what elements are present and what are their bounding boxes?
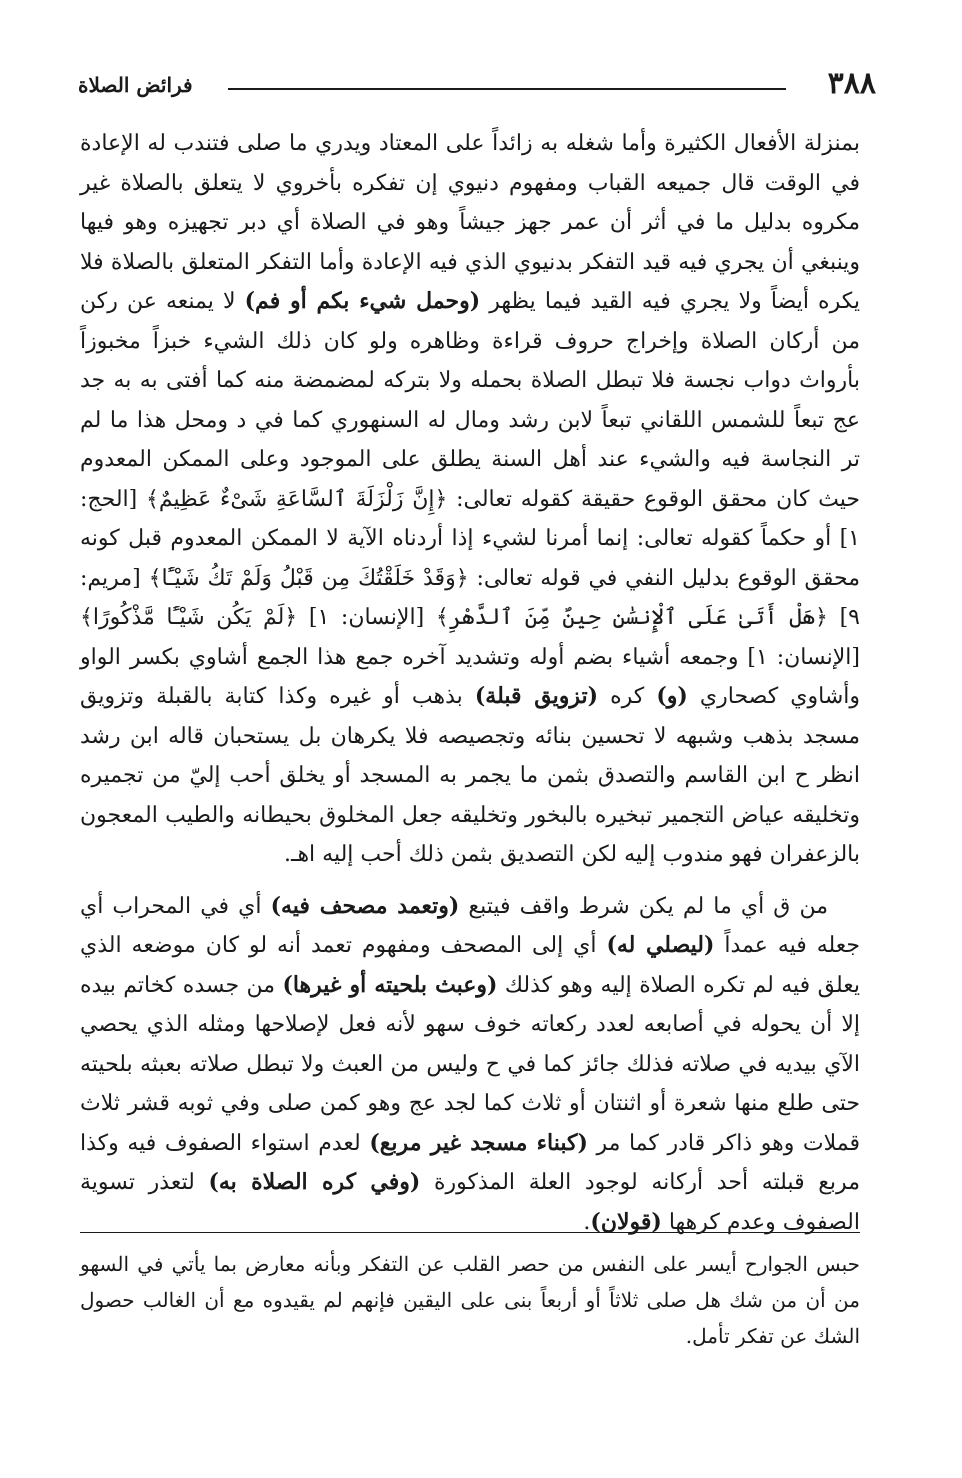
matn-phrase: (قولان): [590, 1208, 662, 1235]
verse-reference: [مريم: ٩]: [80, 565, 860, 630]
matn-phrase: (و): [656, 683, 688, 709]
chapter-title: فرائض الصلاة: [78, 73, 193, 97]
header-rule: [228, 88, 786, 90]
matn-phrase: (كبناء مسجد غير مربع): [369, 1129, 588, 1156]
text-span: لتعذر تسوية الصفوف وعدم كرهها: [80, 1170, 860, 1235]
text-span: .: [583, 1209, 591, 1235]
text-span: أي إلى المصحف ومفهوم تعمد أنه لو كان موضعه الذي يعلق فيه لم تكره الصلاة إليه وهو كذلك: [80, 933, 860, 998]
footnote: حبس الجوارح أيسر على النفس من حصر القلب عن التفكر وبأنه معارض بما يأتي في السهو من أن من شك هل صلى ثلاثاً أو أربعاً بنى على اليقين فإنهم لم يقيدوه مع أن الغالب حصول الشك عن تفكر تأمل.: [80, 1252, 860, 1348]
page-header: [78, 66, 878, 106]
text-span: كره: [610, 684, 645, 709]
paragraph-2: [80, 887, 860, 1243]
text-span: من ق أي ما لم يكن شرط واقف فيتبع: [468, 893, 828, 919]
matn-phrase: (ليصلي له): [606, 932, 715, 958]
verse-reference: [الإنسان: ١]: [308, 605, 425, 630]
footnote-separator: [80, 1232, 860, 1233]
matn-phrase: (وعبث بلحيته أو غيرها): [282, 971, 498, 998]
quran-verse: ﴿وَقَدْ خَلَقْتُكَ مِن قَبْلُ وَلَمْ تَكُ شَيْـًٔا﴾: [148, 565, 469, 591]
matn-phrase: (وحمل شيء بكم أو فم): [244, 288, 481, 314]
text-span: بذهب أو غيره وكذا كتابة بالقبلة وتزويق مسجد بذهب وشبهه لا تحسين بنائه وتجصيصه فلا يكرهان بل يستحبان قاله ابن رشد انظر ح ابن القاسم والتصدق بثمن ما يجمر به المسجد أو يخلق أحب إليّ من تجميره وتخليقه عياض التجمير تبخيره بالبخور وتخليقه جعل المخلوق بحيطانه والطيب المعجون بالزعفران فهو مندوب إليه لكن التصديق بثمن ذلك أحب إليه اهـ.: [80, 684, 860, 867]
matn-phrase: (وفي كره الصلاة به): [208, 1169, 421, 1195]
text-span: من جسده كخاتم بيده إلا أن يحوله في أصابعه لعدد ركعاته خوف سهو لأنه فعل لإصلاحها ومثله الذي يحصي الآي بيديه في صلاته فذلك جائز كما في ح وليس من العبث ولا تبطل صلاته بعبثه بلحيته حتى طلع منها شعرة أو اثنتان أو ثلاث كما لجد عج وهو كمن صلى وفي ثوبه قشر ثلاث قملات وهو ذاكر قادر كما مر: [80, 972, 861, 1156]
text-span: أي في المحراب أي جعله فيه عمداً: [80, 893, 861, 958]
main-text: [80, 124, 860, 1242]
quran-verse: ﴿لَمْ يَكُن شَيْـًٔا مَّذْكُورًا﴾: [80, 605, 298, 630]
matn-phrase: (وتعمد مصحف فيه): [270, 892, 460, 919]
text-span: [الحج: ١] أو حكماً كقوله تعالى: إنما أمرنا لشيء إذا أردناه الآية لا الممكن المعدوم قبل كونه محقق الوقوع بدليل النفي في قوله تعالى:: [80, 486, 861, 591]
page-number: ٣٨٨: [827, 66, 876, 101]
text-span: لعدم استواء الصفوف فيه وكذا مربع قبلته أحد أركانه لوجود العلة المذكورة: [80, 1130, 860, 1195]
text-span: [الإنسان: ١] وجمعه أشياء بضم أوله وتشديد آخره جمع هذا الجمع أشاوي بكسر الواو وأشاوي كصحاري: [80, 644, 861, 709]
paragraph-1: [80, 124, 860, 875]
matn-phrase: (تزويق قبلة): [474, 683, 599, 709]
text-span: لا يمنعه عن ركن من أركان الصلاة وإخراج حروف قراءة وظاهره ولو كان ذلك الشيء خبزاً مخبوزاً بأرواث دواب نجسة فلا تبطل الصلاة بحمله ولا بتركه لمضمضة منه كما أفتى به به جد عج تبعاً للشمس اللقاني تبعاً لابن رشد ومال له السنهوري كما في د ومحل هذا ما لم تر النجاسة فيه والشيء عند أهل السنة يطلق على الموجود وعلى الممكن المعدوم حيث كان محقق الوقوع حقيقة كقوله تعالى:: [80, 289, 861, 512]
text-span: بمنزلة الأفعال الكثيرة وأما شغله به زائداً على المعتاد ويدري ما صلى فتندب له الإعادة في الوقت قال جميعه القباب ومفهوم دنيوي إن تفكره بأخروي لا يتعلق بالصلاة غير مكروه بدليل ما في أثر أن عمر جهز جيشاً وهو في الصلاة أي دبر تجهيزه وهو فيها وينبغي أن يجري فيه قيد التفكر بدنيوي الذي فيه الإعادة وأما التفكر المتعلق بالصلاة فلا يكره أيضاً ولا يجري فيه القيد فيما يظهر: [80, 131, 860, 314]
quran-verse: ﴿إِنَّ زَلْزَلَةَ ٱلسَّاعَةِ شَىْءٌ عَظِيمٌ﴾: [145, 486, 448, 512]
quran-verse: ﴿هَلْ أَتَىٰ عَلَى ٱلْإِنسَٰنِ حِينٌ مِّنَ ٱلدَّهْرِ﴾: [435, 605, 828, 630]
